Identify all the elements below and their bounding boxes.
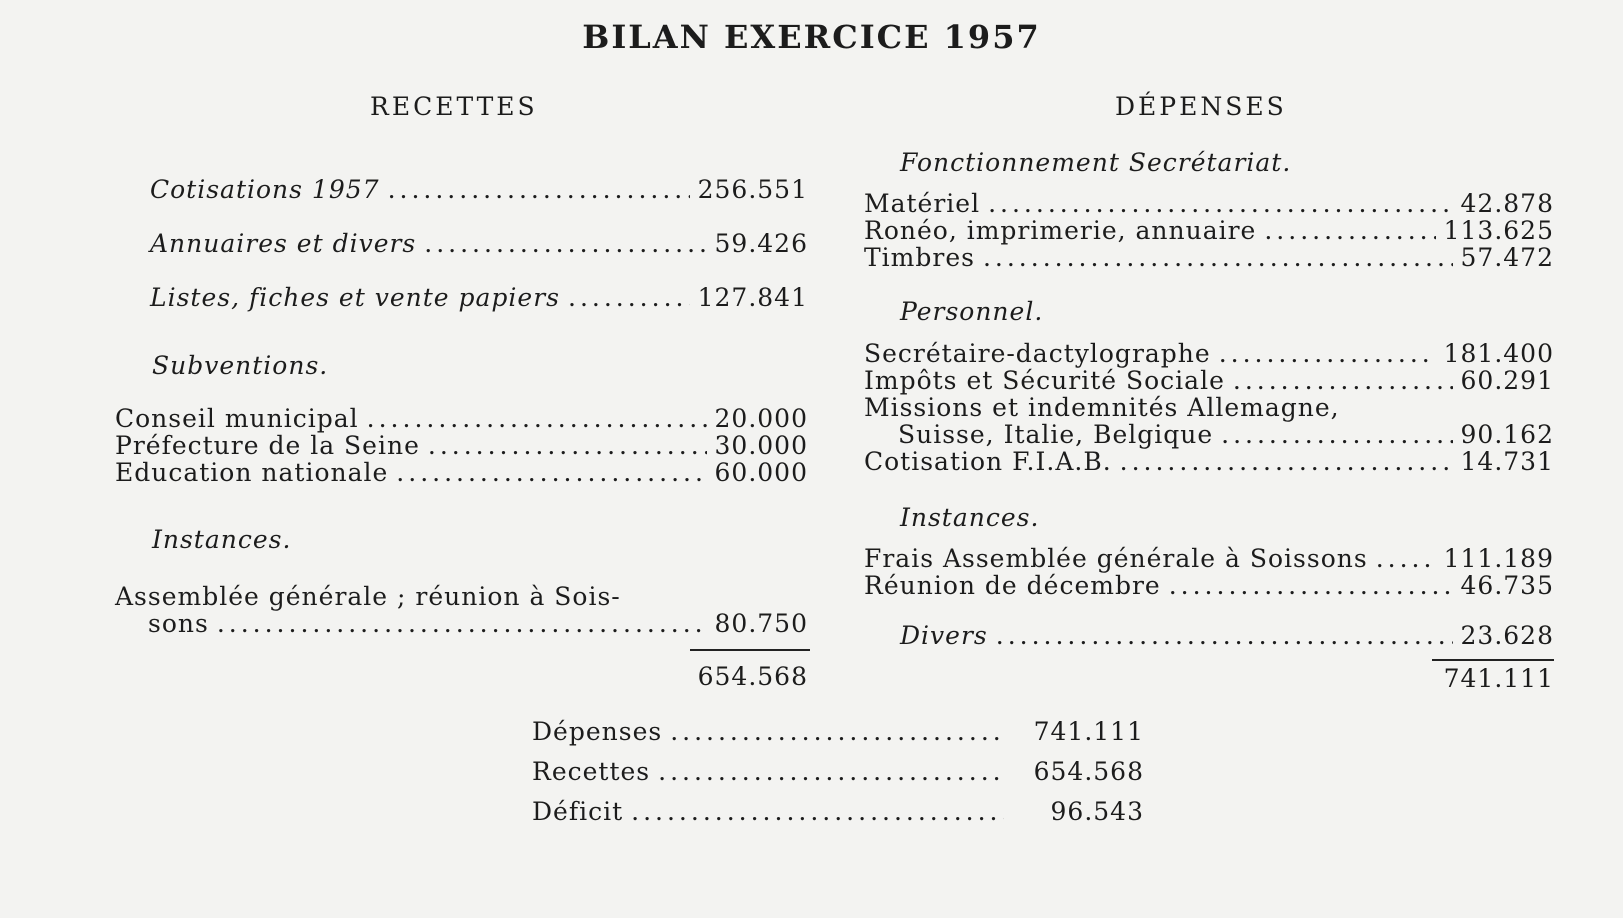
depenses-missions-line1: Missions et indemnités Allemagne,	[864, 393, 1340, 422]
row-amount: 60.000	[714, 458, 808, 487]
dot-leader	[388, 176, 690, 203]
depenses-instances-heading: Instances.	[900, 503, 1040, 532]
dot-leader	[996, 622, 1453, 649]
subventions-heading: Subventions.	[152, 351, 329, 380]
personnel-heading: Personnel.	[900, 297, 1044, 326]
dot-leader	[568, 284, 690, 311]
dot-leader	[1169, 572, 1453, 599]
dot-leader	[1233, 367, 1453, 394]
depenses-row-reunion-decembre	[864, 572, 1554, 599]
dot-leader	[396, 459, 706, 486]
row-label: Ronéo, imprimerie, annuaire	[864, 216, 1257, 245]
fonctionnement-heading: Fonctionnement Secrétariat.	[900, 148, 1292, 177]
dot-leader	[988, 190, 1452, 217]
row-amount: 96.543	[1050, 797, 1144, 826]
row-amount: 59.426	[714, 229, 808, 258]
depenses-row-timbres	[864, 244, 1554, 271]
dot-leader	[217, 610, 707, 637]
row-amount: 20.000	[714, 404, 808, 433]
row-amount: 42.878	[1460, 189, 1554, 218]
row-label: Frais Assemblée générale à Soissons	[864, 544, 1368, 573]
row-label: sons	[148, 609, 209, 638]
depenses-row-divers	[900, 622, 1554, 649]
row-amount: 30.000	[714, 431, 808, 460]
row-label: Suisse, Italie, Belgique	[898, 420, 1214, 449]
row-label: Cotisation F.I.A.B.	[864, 447, 1112, 476]
row-label: Impôts et Sécurité Sociale	[864, 366, 1225, 395]
row-label: Cotisations 1957	[150, 175, 380, 204]
row-label: Secrétaire-dactylographe	[864, 339, 1211, 368]
row-amount: 256.551	[697, 175, 808, 204]
recettes-row-cotisations	[150, 176, 808, 203]
summary-row-deficit	[532, 798, 1144, 825]
dot-leader	[670, 718, 1004, 745]
recettes-instances-heading: Instances.	[152, 525, 292, 554]
dot-leader	[424, 230, 706, 257]
row-amount: 46.735	[1460, 571, 1554, 600]
row-amount: 127.841	[697, 283, 808, 312]
dot-leader	[983, 244, 1453, 271]
dot-leader	[367, 405, 707, 432]
dot-leader	[658, 758, 1004, 785]
recettes-heading: RECETTES	[370, 92, 538, 121]
recettes-total-rule	[690, 649, 810, 651]
dot-leader	[1264, 217, 1435, 244]
row-label: Annuaires et divers	[150, 229, 417, 258]
dot-leader	[1219, 340, 1436, 367]
depenses-total-rule	[1432, 659, 1554, 661]
depenses-row-cotisation-fiab	[864, 448, 1554, 475]
depenses-row-roneo	[864, 217, 1554, 244]
subventions-row-education	[115, 459, 808, 486]
row-amount: 23.628	[1460, 621, 1554, 650]
depenses-row-secretaire	[864, 340, 1554, 367]
row-amount: 111.189	[1443, 544, 1554, 573]
row-amount: 654.568	[1033, 757, 1144, 786]
recettes-instances-row	[148, 610, 808, 637]
recettes-row-listes	[150, 284, 808, 311]
row-label: Divers	[900, 621, 988, 650]
row-label: Matériel	[864, 189, 981, 218]
dot-leader	[1221, 421, 1452, 448]
row-amount: 14.731	[1460, 447, 1554, 476]
row-label: Recettes	[532, 757, 651, 786]
depenses-row-impots	[864, 367, 1554, 394]
subventions-row-prefecture	[115, 432, 808, 459]
row-label: Education nationale	[115, 458, 389, 487]
row-label: Timbres	[864, 243, 975, 272]
depenses-row-frais-ag	[864, 545, 1554, 572]
row-label: Réunion de décembre	[864, 571, 1161, 600]
recettes-instances-line1: Assemblée générale ; réunion à Sois-	[115, 582, 621, 611]
row-amount: 80.750	[714, 609, 808, 638]
dot-leader	[631, 798, 1004, 825]
page-title: BILAN EXERCICE 1957	[582, 18, 1041, 56]
depenses-row-materiel	[864, 190, 1554, 217]
row-label: Déficit	[532, 797, 624, 826]
row-amount: 60.291	[1460, 366, 1554, 395]
row-label: Conseil municipal	[115, 404, 359, 433]
row-amount: 113.625	[1443, 216, 1554, 245]
summary-row-recettes	[532, 758, 1144, 785]
subventions-row-conseil	[115, 405, 808, 432]
depenses-total: 741.111	[1443, 664, 1554, 693]
summary-row-depenses	[532, 718, 1144, 745]
dot-leader	[428, 432, 707, 459]
row-label: Préfecture de la Seine	[115, 431, 420, 460]
row-label: Dépenses	[532, 717, 663, 746]
row-amount: 90.162	[1460, 420, 1554, 449]
row-amount: 181.400	[1443, 339, 1554, 368]
recettes-row-annuaires	[150, 230, 808, 257]
row-amount: 741.111	[1033, 717, 1144, 746]
depenses-heading: DÉPENSES	[1115, 92, 1287, 121]
dot-leader	[1120, 448, 1453, 475]
depenses-row-missions	[898, 421, 1554, 448]
row-label: Listes, fiches et vente papiers	[150, 283, 560, 312]
recettes-total: 654.568	[697, 662, 808, 691]
row-amount: 57.472	[1460, 243, 1554, 272]
dot-leader	[1376, 545, 1436, 572]
